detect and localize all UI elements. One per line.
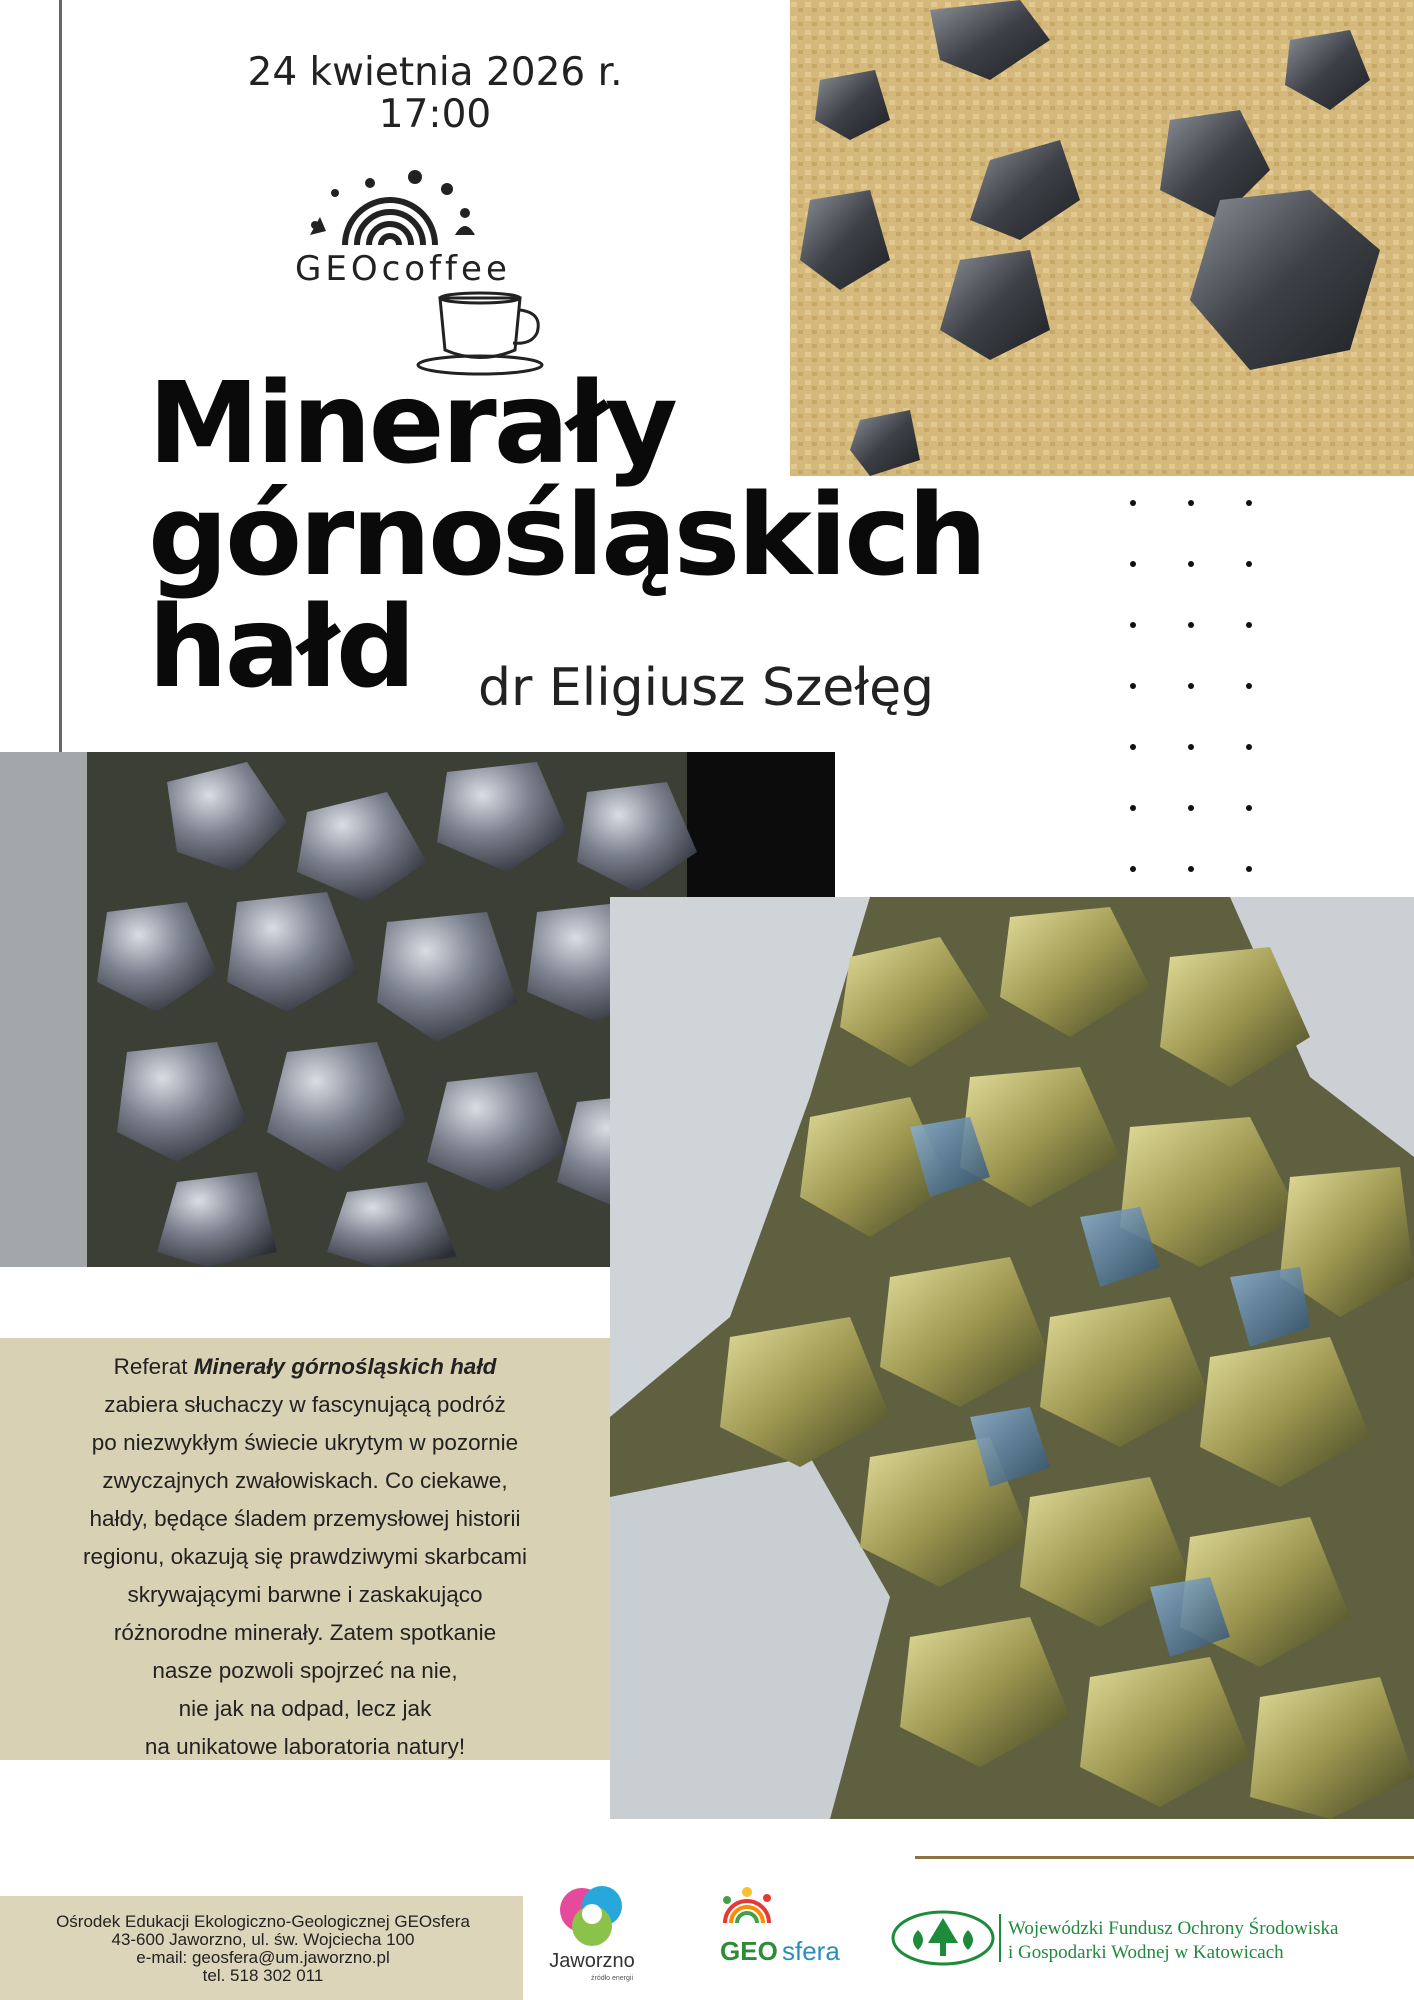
description-line: zwyczajnych zwałowiskach. Co ciekawe, <box>102 1468 508 1493</box>
jaworzno-wordmark: Jaworzno <box>549 1950 635 1972</box>
event-date: 24 kwietnia 2026 r. <box>247 50 623 95</box>
geosfera-wordmark-a: GEO <box>720 1936 778 1966</box>
description-lead-line <box>36 1348 574 1386</box>
description-line: po niezwykłym świecie ukrytym w pozornie <box>91 1430 519 1455</box>
pattern-dot <box>1246 683 1252 689</box>
grey-accent-bar <box>0 752 87 1267</box>
footer-email[interactable]: e-mail: geosfera@um.jaworzno.pl <box>136 1948 390 1967</box>
geosfera-wordmark-b: sfera <box>782 1936 840 1966</box>
description-line: nie jak na odpad, lecz jak <box>178 1696 432 1721</box>
title-line-1: Minerały <box>148 359 675 489</box>
tree-icon <box>913 1918 973 1956</box>
description-line: regionu, okazują się prawdziwymi skarbcami <box>83 1544 527 1569</box>
pattern-dot <box>1246 622 1252 628</box>
pattern-dot <box>1130 866 1136 872</box>
footer-rule <box>915 1856 1414 1859</box>
pattern-dot <box>1188 500 1194 506</box>
dots-pattern <box>1120 488 1260 888</box>
pattern-dot <box>1246 561 1252 567</box>
jaworzno-logo <box>530 1872 655 1992</box>
wfosigw-name-line-2: i Gospodarki Wodnej w Katowicach <box>1008 1942 1284 1963</box>
pattern-dot <box>1188 622 1194 628</box>
event-title <box>148 359 1028 713</box>
geocoffee-wordmark: GEOcoffee <box>295 249 511 289</box>
description-line: skrywającymi barwne i zaskakująco <box>127 1582 483 1607</box>
event-datetime <box>215 52 655 136</box>
description-line: nasze pozwoli spojrzeć na nie, <box>152 1658 458 1683</box>
pattern-dot <box>1246 500 1252 506</box>
title-line-2: górnośląskich <box>148 471 985 601</box>
event-time: 17:00 <box>378 92 492 137</box>
footer-contact <box>8 1913 518 1985</box>
pattern-dot <box>1246 805 1252 811</box>
pattern-dot <box>1188 683 1194 689</box>
pattern-dot <box>1246 744 1252 750</box>
pattern-dot <box>1130 622 1136 628</box>
rainbow-icon <box>345 200 435 245</box>
speaker-name: dr Eligiusz Szełęg <box>478 658 935 718</box>
pattern-dot <box>1188 744 1194 750</box>
description-lead: Referat <box>113 1354 188 1379</box>
footer-address: 43-600 Jaworzno, ul. św. Wojciecha 100 <box>111 1930 415 1949</box>
description-line: zabiera słuchaczy w fascynującą podróż <box>104 1392 506 1417</box>
pattern-dot <box>1246 866 1252 872</box>
description-lead-title: Minerały górnośląskich hałd <box>193 1354 497 1379</box>
description-line: na unikatowe laboratoria natury! <box>144 1734 466 1759</box>
wfosigw-logo <box>888 1908 1408 1968</box>
pattern-dot <box>1130 561 1136 567</box>
pattern-dot <box>1130 805 1136 811</box>
pattern-dot <box>1188 866 1194 872</box>
pattern-dot <box>1188 561 1194 567</box>
mineral-photo-pyrite <box>610 897 1414 1819</box>
wfosigw-name-line-1: Wojewódzki Fundusz Ochrony Środowiska <box>1008 1918 1339 1939</box>
pattern-dot <box>1130 500 1136 506</box>
geosfera-logo <box>705 1878 855 1973</box>
footer-org: Ośrodek Edukacji Ekologiczno-Geologicznej GEOsfera <box>56 1912 470 1931</box>
geocoffee-logo <box>275 165 575 385</box>
description-text <box>36 1348 574 1766</box>
footer-phone: tel. 518 302 011 <box>202 1966 324 1985</box>
pattern-dot <box>1130 683 1136 689</box>
pattern-dot <box>1130 744 1136 750</box>
title-line-3: hałd <box>148 583 414 713</box>
vertical-accent-line <box>59 0 62 752</box>
description-line: różnorodne minerały. Zatem spotkanie <box>113 1620 497 1645</box>
description-line: hałdy, będące śladem przemysłowej historii <box>89 1506 521 1531</box>
jaworzno-tagline: źródło energii <box>590 1975 634 1982</box>
pattern-dot <box>1188 805 1194 811</box>
